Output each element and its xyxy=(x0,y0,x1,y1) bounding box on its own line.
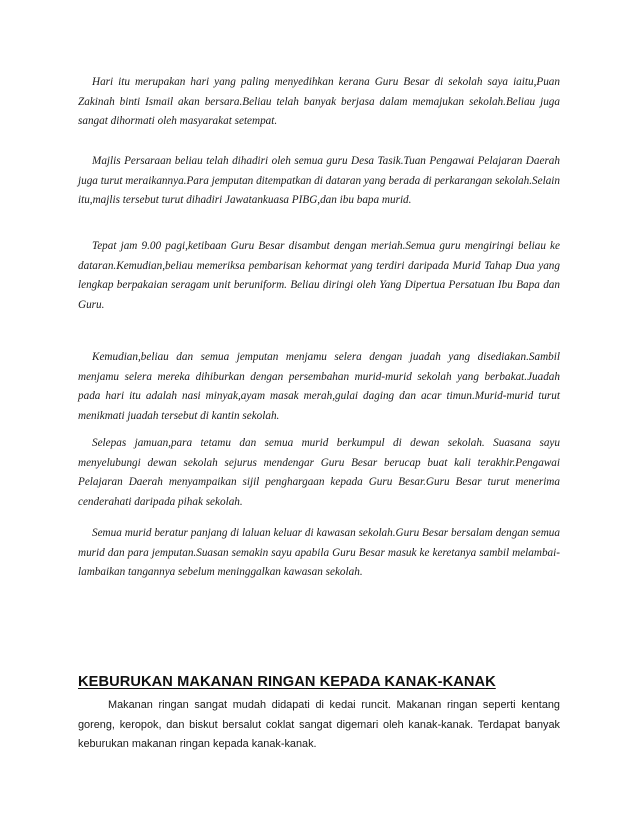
essay-paragraph-1: Hari itu merupakan hari yang paling menyedihkan kerana Guru Besar di sekolah saya iaitu,Puan Zakinah binti Ismail akan bersara.Beliau telah banyak berjasa dalam memajukan sekolah.Beliau juga sangat dihormati oleh masyarakat setempat. xyxy=(78,76,560,127)
essay-paragraph-5: Selepas jamuan,para tetamu dan semua murid berkumpul di dewan sekolah. Suasana sayu menyelubungi dewan sekolah sejurus mendengar Guru Besar berucap buat kali terakhir.Pengawai Pelajaran Daerah menyampaikan sijil penghargaan kepada Guru Besar.Guru Besar turut menerima cenderahati daripada pihak sekolah. xyxy=(78,437,560,508)
essay-paragraph-3: Tepat jam 9.00 pagi,ketibaan Guru Besar disambut dengan meriah.Semua guru mengiringi beliau ke dataran.Kemudian,beliau memeriksa pembarisan kehormat yang terdiri daripada Murid Tahap Dua yang lengkap berpakaian seragam unit beruniform. Beliau diringi oleh Yang Dipertua Persatuan Ibu Bapa dan Guru. xyxy=(78,240,560,311)
essay-paragraph-6: Semua murid beratur panjang di laluan keluar di kawasan sekolah.Guru Besar bersalam dengan semua murid dan para jemputan.Suasan semakin sayu apabila Guru Besar masuk ke keretanya sambil melambai-lambaikan tangannya sebelum meninggalkan kawasan sekolah. xyxy=(78,527,560,578)
section-heading: KEBURUKAN MAKANAN RINGAN KEPADA KANAK-KANAK xyxy=(78,674,496,690)
essay-paragraph-4: Kemudian,beliau dan semua jemputan menjamu selera dengan juadah yang disediakan.Sambil menjamu selera mereka dihiburkan dengan persembahan murid-murid sekolah yang berbakat.Juadah pada hari itu adalah nasi minyak,ayam masak merah,gulai daging dan acar timun.Murid-murid turut menikmati juadah tersebut di kantin sekolah. xyxy=(78,351,560,422)
section-body-paragraph: Makanan ringan sangat mudah didapati di kedai runcit. Makanan ringan seperti kentang goreng, keropok, dan biskut bersalut coklat sangat digemari oleh kanak-kanak. Terdapat banyak keburukan makanan ringan kepada kanak-kanak. xyxy=(78,699,560,750)
essay-paragraph-2: Majlis Persaraan beliau telah dihadiri oleh semua guru Desa Tasik.Tuan Pengawai Pelajaran Daerah juga turut meraikannya.Para jemputan ditempatkan di dataran yang berada di perkarangan sekolah.Selain itu,majlis tersebut turut dihadiri Jawatankuasa PIBG,dan ibu bapa murid. xyxy=(78,155,560,206)
